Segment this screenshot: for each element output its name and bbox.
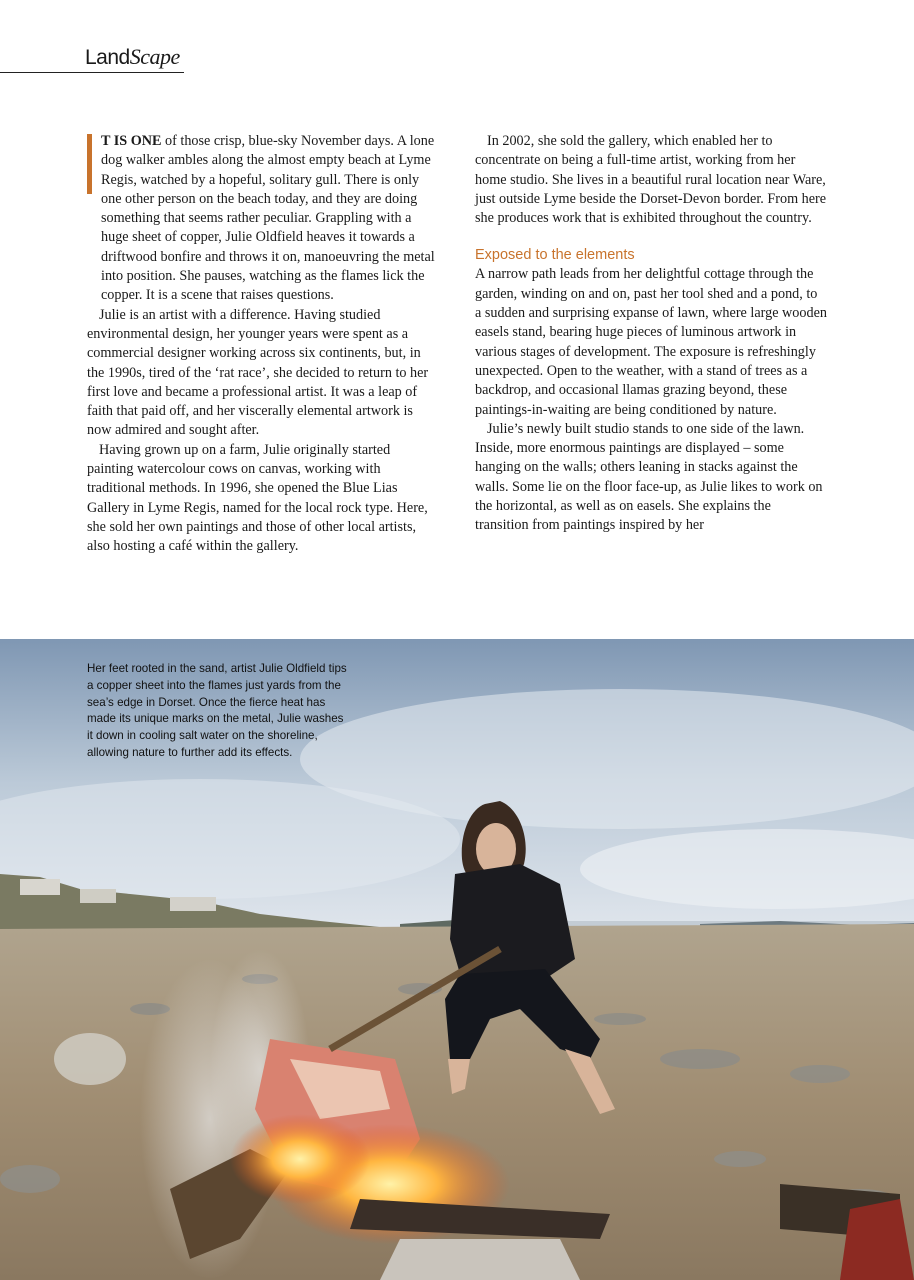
beach-house (20, 879, 60, 895)
lead-text: of those crisp, blue-sky November days. A lone dog walker ambles along the almost empty beach at Lyme Regis, watched by a hopeful, solitary gull. There is only one other person on the beach today, and they are doing something that seems rather peculiar. Grappling with a huge sheet of copper, Julie Oldfield heaves it towards a driftwood bonfire and throws it on, manoeuvring the metal into position. She pauses, watching as the flames lick the copper. It is a scene that raises questions. (101, 133, 435, 304)
article-column-left (87, 132, 439, 557)
beach-house (170, 897, 216, 911)
lead-paragraph (87, 132, 439, 306)
article-column-right (475, 132, 827, 536)
body-paragraph: Julie is an artist with a difference. Having studied environmental design, her younger years were spent as a commercial designer working across six continents, but, in the 1990s, tired of the ‘rat race’, she decided to return to her first love and became a professional artist. It was a leap of faith that paid off, and her viscerally elemental artwork is now admired and sought after. (87, 306, 429, 439)
subheading: Exposed to the elements (475, 247, 635, 264)
lead-paragraph-wrap (87, 132, 439, 306)
masthead (0, 44, 184, 73)
beach-house (80, 889, 116, 903)
section-title-part2: Scape (129, 44, 180, 69)
drop-cap-bar (87, 134, 92, 194)
body-paragraph: A narrow path leads from her delightful cottage through the garden, winding on and on, past her tool shed and a pond, to a sudden and surprising expanse of lawn, where large wooden easels stand, bearing huge pieces of luminous artwork in various stages of development. The exposure is refreshingly unexpected. Open to the weather, with a stand of trees as a backdrop, and occasional llamas grazing beyond, these paintings-in-waiting are being conditioned by nature. (475, 266, 827, 418)
body-paragraph: Julie’s newly built studio stands to one side of the lawn. Inside, more enormous paintings are displayed – some hanging on the walls; others leaning in stacks against the walls. Some lie on the floor face-up, as Julie likes to work on the horizontal, as well as on easels. She explains the transition from paintings inspired by her (475, 420, 823, 534)
lead-caps: T IS ONE (101, 133, 162, 149)
section-title-part1: Land (85, 46, 130, 69)
section-title (85, 44, 180, 70)
body-paragraph: Having grown up on a farm, Julie originally started painting watercolour cows on canvas, working with traditional methods. In 1996, she opened the Blue Lias Gallery in Lyme Regis, named for the local rock type. Here, she sold her own paintings and those of other local artists, also hosting a café within the gallery. (87, 441, 428, 555)
photo-caption: Her feet rooted in the sand, artist Julie Oldfield tips a copper sheet into the flames just yards from the sea’s edge in Dorset. Once the fierce heat has made its unique marks on the metal, Julie washes it down in cooling salt water on the shoreline, allowing nature to further add its effects. (87, 662, 347, 759)
body-paragraph: In 2002, she sold the gallery, which enabled her to concentrate on being a full-time artist, working from her home studio. She lives in a beautiful rural location near Ware, just outside Lyme beside the Dorset-Devon border. From here she produces work that is exhibited throughout the country. (475, 133, 827, 227)
